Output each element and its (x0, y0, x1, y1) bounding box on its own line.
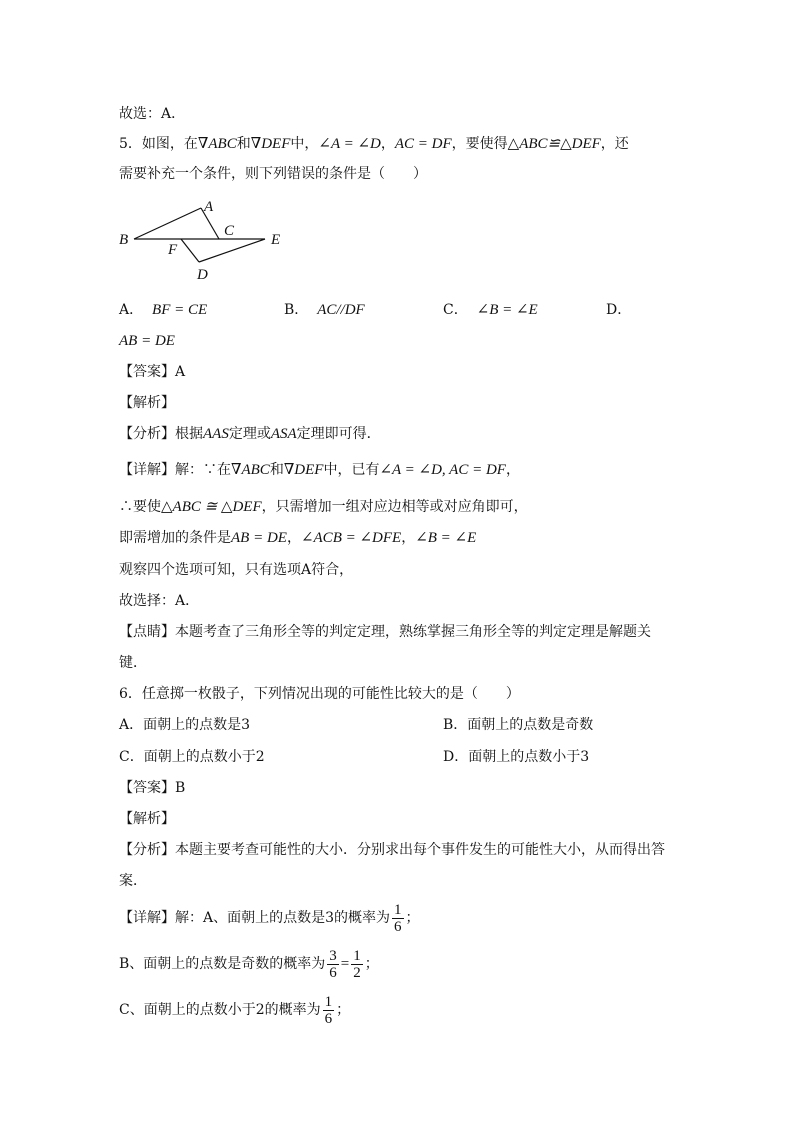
label-B: B (119, 232, 129, 248)
q6-option-d: D．面朝上的点数小于3 (443, 749, 590, 765)
question-5-stem: 5．如图，在∇ABC和∇DEF中，∠A = ∠D，AC = DF，要使得△ABC≌△DEF，还 (119, 136, 629, 152)
label-E: E (271, 232, 281, 248)
detail-6-line-c: C、面朝上的点数小于2的概率为 $\frac{1}{6}$ ； (119, 993, 351, 1027)
detail-5-line-5: 故选择：A． (119, 593, 200, 609)
label-F: F (168, 242, 178, 258)
detail-5-line-3: 即需增加的条件是AB = DE，∠ACB = ∠DFE，∠B = ∠E (119, 530, 477, 546)
text-line: 故选：A． (119, 106, 186, 122)
fraction: $\frac{1}{2}$ (353, 947, 361, 981)
analysis-5-heading: 【解析】 (119, 395, 175, 411)
analysis-6-heading: 【解析】 (119, 811, 175, 827)
fraction: $\frac{1}{6}$ (394, 901, 402, 935)
detail-5-line-2: ∴要使△ABC ≅ △DEF，只需增加一组对应边相等或对应角即可， (119, 499, 528, 515)
detail-6-line-a: 【详解】解：A、面朝上的点数是3的概率为 $\frac{1}{6}$ ； (119, 901, 420, 935)
detail-6-line-b: B、面朝上的点数是奇数的概率为 $\frac{3}{6}$ = $\frac{1}{2}$ ； (119, 947, 379, 981)
q6-option-b: B．面朝上的点数是奇数 (443, 717, 594, 733)
dianjing-5: 【点睛】本题考查了三角形全等的判定定理，熟练掌握三角形全等的判定定理是解题关 (119, 624, 651, 640)
option-b: B． AC//DF (284, 302, 365, 318)
detail-5-line-1: 【详解】解：∵在∇ABC和∇DEF中，已有∠A = ∠D, AC = DF， (119, 462, 520, 478)
option-d-label: D． (606, 302, 632, 318)
q6-option-a: A．面朝上的点数是3 (119, 717, 251, 733)
label-C: C (224, 223, 235, 239)
option-a: A． BF = CE (119, 302, 208, 318)
answer-6: 【答案】B (119, 780, 186, 796)
fraction: $\frac{1}{6}$ (324, 993, 333, 1027)
label-D: D (197, 267, 208, 283)
label-A: A (204, 199, 214, 215)
geometry-figure (115, 196, 305, 286)
detail-5-line-4: 观察四个选项可知，只有选项A符合， (119, 562, 354, 578)
question-5-stem-2: 需要补充一个条件，则下列错误的条件是（ ） (119, 166, 427, 182)
dianjing-5-cont: 键． (119, 655, 147, 671)
analysis-6-fenxi-cont: 案． (119, 873, 147, 889)
analysis-6-fenxi: 【分析】本题主要考查可能性的大小．分别求出每个事件发生的可能性大小，从而得出答 (119, 842, 665, 858)
question-6-stem: 6．任意掷一枚骰子，下列情况出现的可能性比较大的是（ ） (119, 686, 520, 702)
answer-5: 【答案】A (119, 364, 186, 380)
fraction: $\frac{3}{6}$ (329, 947, 337, 981)
q6-option-c: C．面朝上的点数小于2 (119, 749, 265, 765)
option-c: C． ∠B = ∠E (443, 302, 538, 318)
analysis-5-fenxi: 【分析】根据AAS定理或ASA定理即可得． (119, 426, 381, 442)
option-d: AB = DE (119, 333, 175, 349)
